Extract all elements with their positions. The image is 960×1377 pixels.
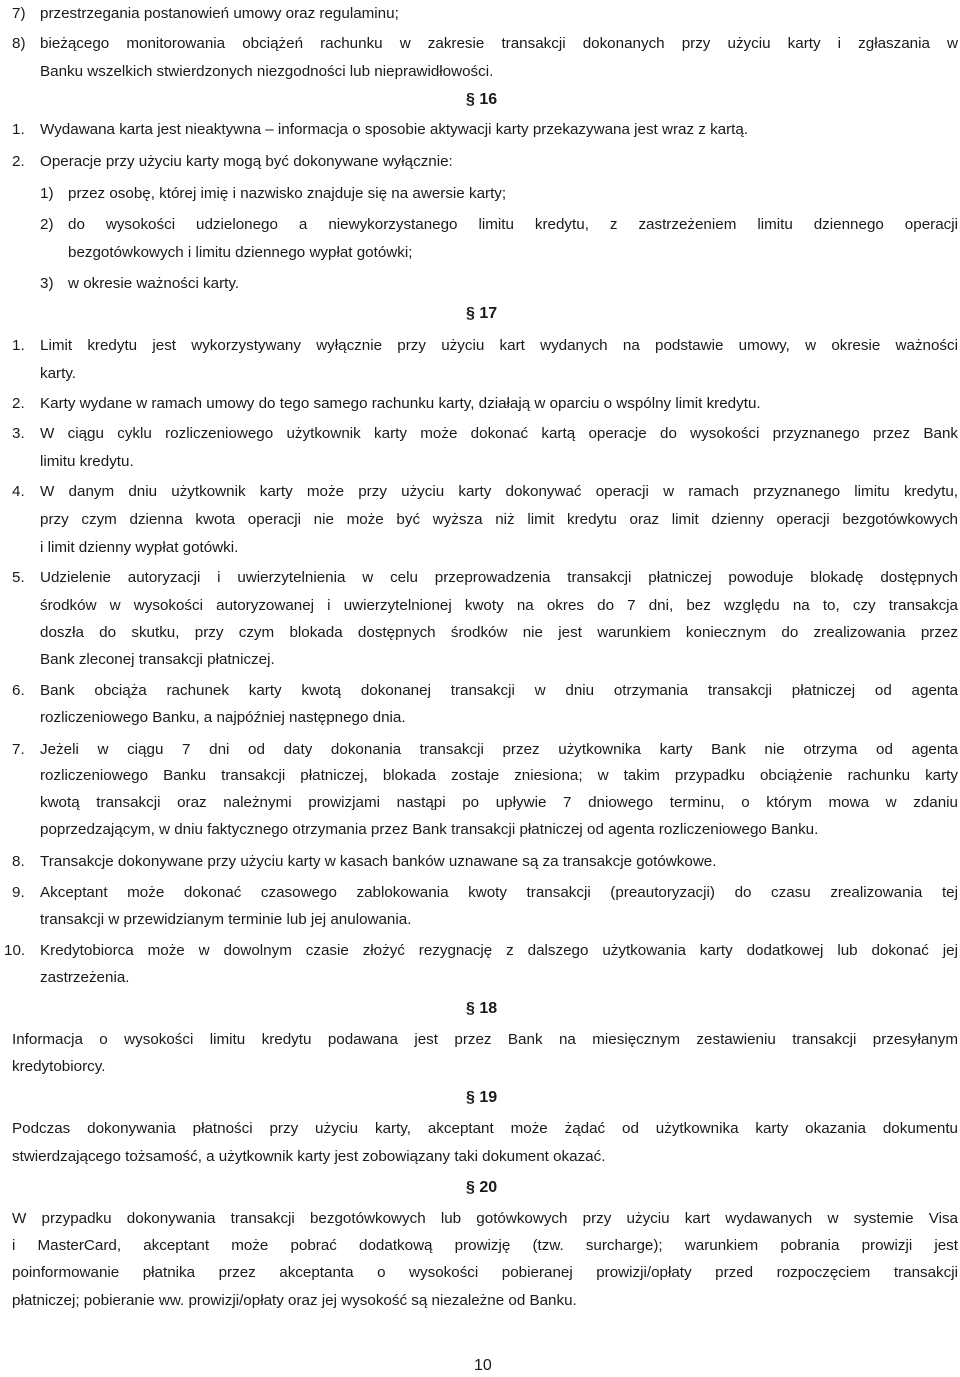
list-number: 5. <box>12 569 25 586</box>
page-number: 10 <box>474 1357 492 1374</box>
paragraph-line: Udzielenie autoryzacji i uwierzytelnienia w celu przeprowadzenia transakcji płatniczej powoduje blokadę dostępnych <box>40 569 958 586</box>
paragraph-line: i MasterCard, akceptant może pobrać dodatkową prowizję (tzw. surcharge); warunkiem pobrania prowizji jest <box>12 1237 958 1254</box>
paragraph-line: Akceptant może dokonać czasowego zablokowania kwoty transakcji (preautoryzacji) do czasu zrealizowania tej <box>40 884 958 901</box>
list-number: 3) <box>40 275 54 292</box>
paragraph-line: Podczas dokonywania płatności przy użyciu karty, akceptant może żądać od użytkownika karty okazania dokumentu <box>12 1120 958 1137</box>
paragraph-line: poinformowanie płatnika przez akceptanta o wysokości pobieranej prowizji/opłaty przed rozpoczęciem transakcji <box>12 1264 958 1281</box>
paragraph-line: stwierdzającego tożsamość, a użytkownik karty jest zobowiązany taki dokument okazać. <box>12 1148 606 1165</box>
paragraph-line: Operacje przy użyciu karty mogą być dokonywane wyłącznie: <box>40 153 453 170</box>
paragraph-line: Bank zleconej transakcji płatniczej. <box>40 651 275 668</box>
paragraph-line: do wysokości udzielonego a niewykorzystanego limitu kredytu, z zastrzeżeniem limitu dziennego operacji <box>68 216 958 233</box>
list-number: 2. <box>12 153 25 170</box>
list-number: 2) <box>40 216 54 233</box>
paragraph-line: Kredytobiorca może w dowolnym czasie złożyć rezygnację z dalszego użytkowania karty dodatkowej lub dokonać jej <box>40 942 958 959</box>
list-number: 1. <box>12 337 25 354</box>
list-number: 1. <box>12 121 25 138</box>
paragraph-line: kredytobiorcy. <box>12 1058 106 1075</box>
paragraph-line: Transakcje dokonywane przy użyciu karty w kasach banków uznawane są za transakcje gotówkowe. <box>40 853 717 870</box>
paragraph-line: poprzedzającym, w dniu faktycznego otrzymania przez Bank transakcji płatniczej od agenta rozliczeniowego Banku. <box>40 821 819 838</box>
list-number: 9. <box>12 884 25 901</box>
paragraph-line: Informacja o wysokości limitu kredytu podawana jest przez Bank na miesięcznym zestawieniu transakcji przesyłanym <box>12 1031 958 1048</box>
paragraph-line: w okresie ważności karty. <box>68 275 240 292</box>
paragraph-line: W danym dniu użytkownik karty może przy użyciu karty dokonywać operacji w ramach przyznanego limitu kredytu, <box>40 483 958 500</box>
paragraph-line: limitu kredytu. <box>40 453 134 470</box>
paragraph-line: przez osobę, której imię i nazwisko znajduje się na awersie karty; <box>68 185 507 202</box>
paragraph-line: karty. <box>40 365 77 382</box>
paragraph-line: środków w wysokości autoryzowanej i uwierzytelnionej kwoty na okres do 7 dni, bez względu na to, czy transakcja <box>40 597 958 614</box>
section-heading: § 17 <box>466 305 498 322</box>
paragraph-line: płatniczej; pobieranie ww. prowizji/opłaty oraz jej wysokość są niezależne od Banku. <box>12 1292 577 1309</box>
paragraph-line: doszła do skutku, przy czym blokada dostępnych środków nie jest warunkiem koniecznym do zrealizowania przez <box>40 624 958 641</box>
paragraph-line: Wydawana karta jest nieaktywna – informacja o sposobie aktywacji karty przekazywana jest wraz z kartą. <box>40 121 749 138</box>
list-number: 2. <box>12 395 25 412</box>
paragraph-line: Limit kredytu jest wykorzystywany wyłącznie przy użyciu kart wydanych na podstawie umowy, w okresie ważności <box>40 337 958 354</box>
paragraph-line: Banku wszelkich stwierdzonych niezgodności lub nieprawidłowości. <box>40 63 494 80</box>
paragraph-line: i limit dzienny wypłat gotówki. <box>40 539 239 556</box>
paragraph-line: zastrzeżenia. <box>40 969 130 986</box>
list-number: 3. <box>12 425 25 442</box>
list-number: 8) <box>12 35 26 52</box>
paragraph-line: transakcji w przewidzianym terminie lub jej anulowania. <box>40 911 412 928</box>
paragraph-line: W przypadku dokonywania transakcji bezgotówkowych lub gotówkowych przy użyciu kart wydawanych w systemie Visa <box>12 1210 958 1227</box>
list-number: 8. <box>12 853 25 870</box>
paragraph-line: przestrzegania postanowień umowy oraz regulaminu; <box>40 5 399 22</box>
paragraph-line: Karty wydane w ramach umowy do tego samego rachunku karty, działają w oparciu o wspólny limit kredytu. <box>40 395 761 412</box>
section-heading: § 20 <box>466 1179 498 1196</box>
paragraph-line: bezgotówkowych i limitu dziennego wypłat gotówki; <box>68 244 413 261</box>
paragraph-line: przy czym dzienna kwota operacji nie może być wyższa niż limit kredytu oraz limit dzienny operacji bezgotówkowych <box>40 511 958 528</box>
list-number: 1) <box>40 185 54 202</box>
list-number: 7. <box>12 741 25 758</box>
paragraph-line: rozliczeniowego Banku, a najpóźniej następnego dnia. <box>40 709 406 726</box>
paragraph-line: Jeżeli w ciągu 7 dni od daty dokonania transakcji przez użytkownika karty Bank nie otrzyma od agenta <box>40 741 958 758</box>
paragraph-line: kwotą transakcji oraz należnymi prowizjami nastąpi po upływie 7 dniowego terminu, o którym mowa w zdaniu <box>40 794 958 811</box>
paragraph-line: bieżącego monitorowania obciążeń rachunku w zakresie transakcji dokonanych przy użyciu karty i zgłaszania w <box>40 35 958 52</box>
list-number: 7) <box>12 5 26 22</box>
paragraph-line: W ciągu cyklu rozliczeniowego użytkownik karty może dokonać kartą operacje do wysokości przyznanego przez Bank <box>40 425 958 442</box>
list-number: 10. <box>4 942 26 959</box>
paragraph-line: Bank obciąża rachunek karty kwotą dokonanej transakcji w dniu otrzymania transakcji płatniczej od agenta <box>40 682 958 699</box>
section-heading: § 18 <box>466 1000 498 1017</box>
list-number: 6. <box>12 682 25 699</box>
list-number: 4. <box>12 483 25 500</box>
paragraph-line: rozliczeniowego Banku transakcji płatniczej, blokada zostaje zniesiona; w takim przypadku obciążenie rachunku karty <box>40 767 958 784</box>
section-heading: § 16 <box>466 91 498 108</box>
section-heading: § 19 <box>466 1089 498 1106</box>
